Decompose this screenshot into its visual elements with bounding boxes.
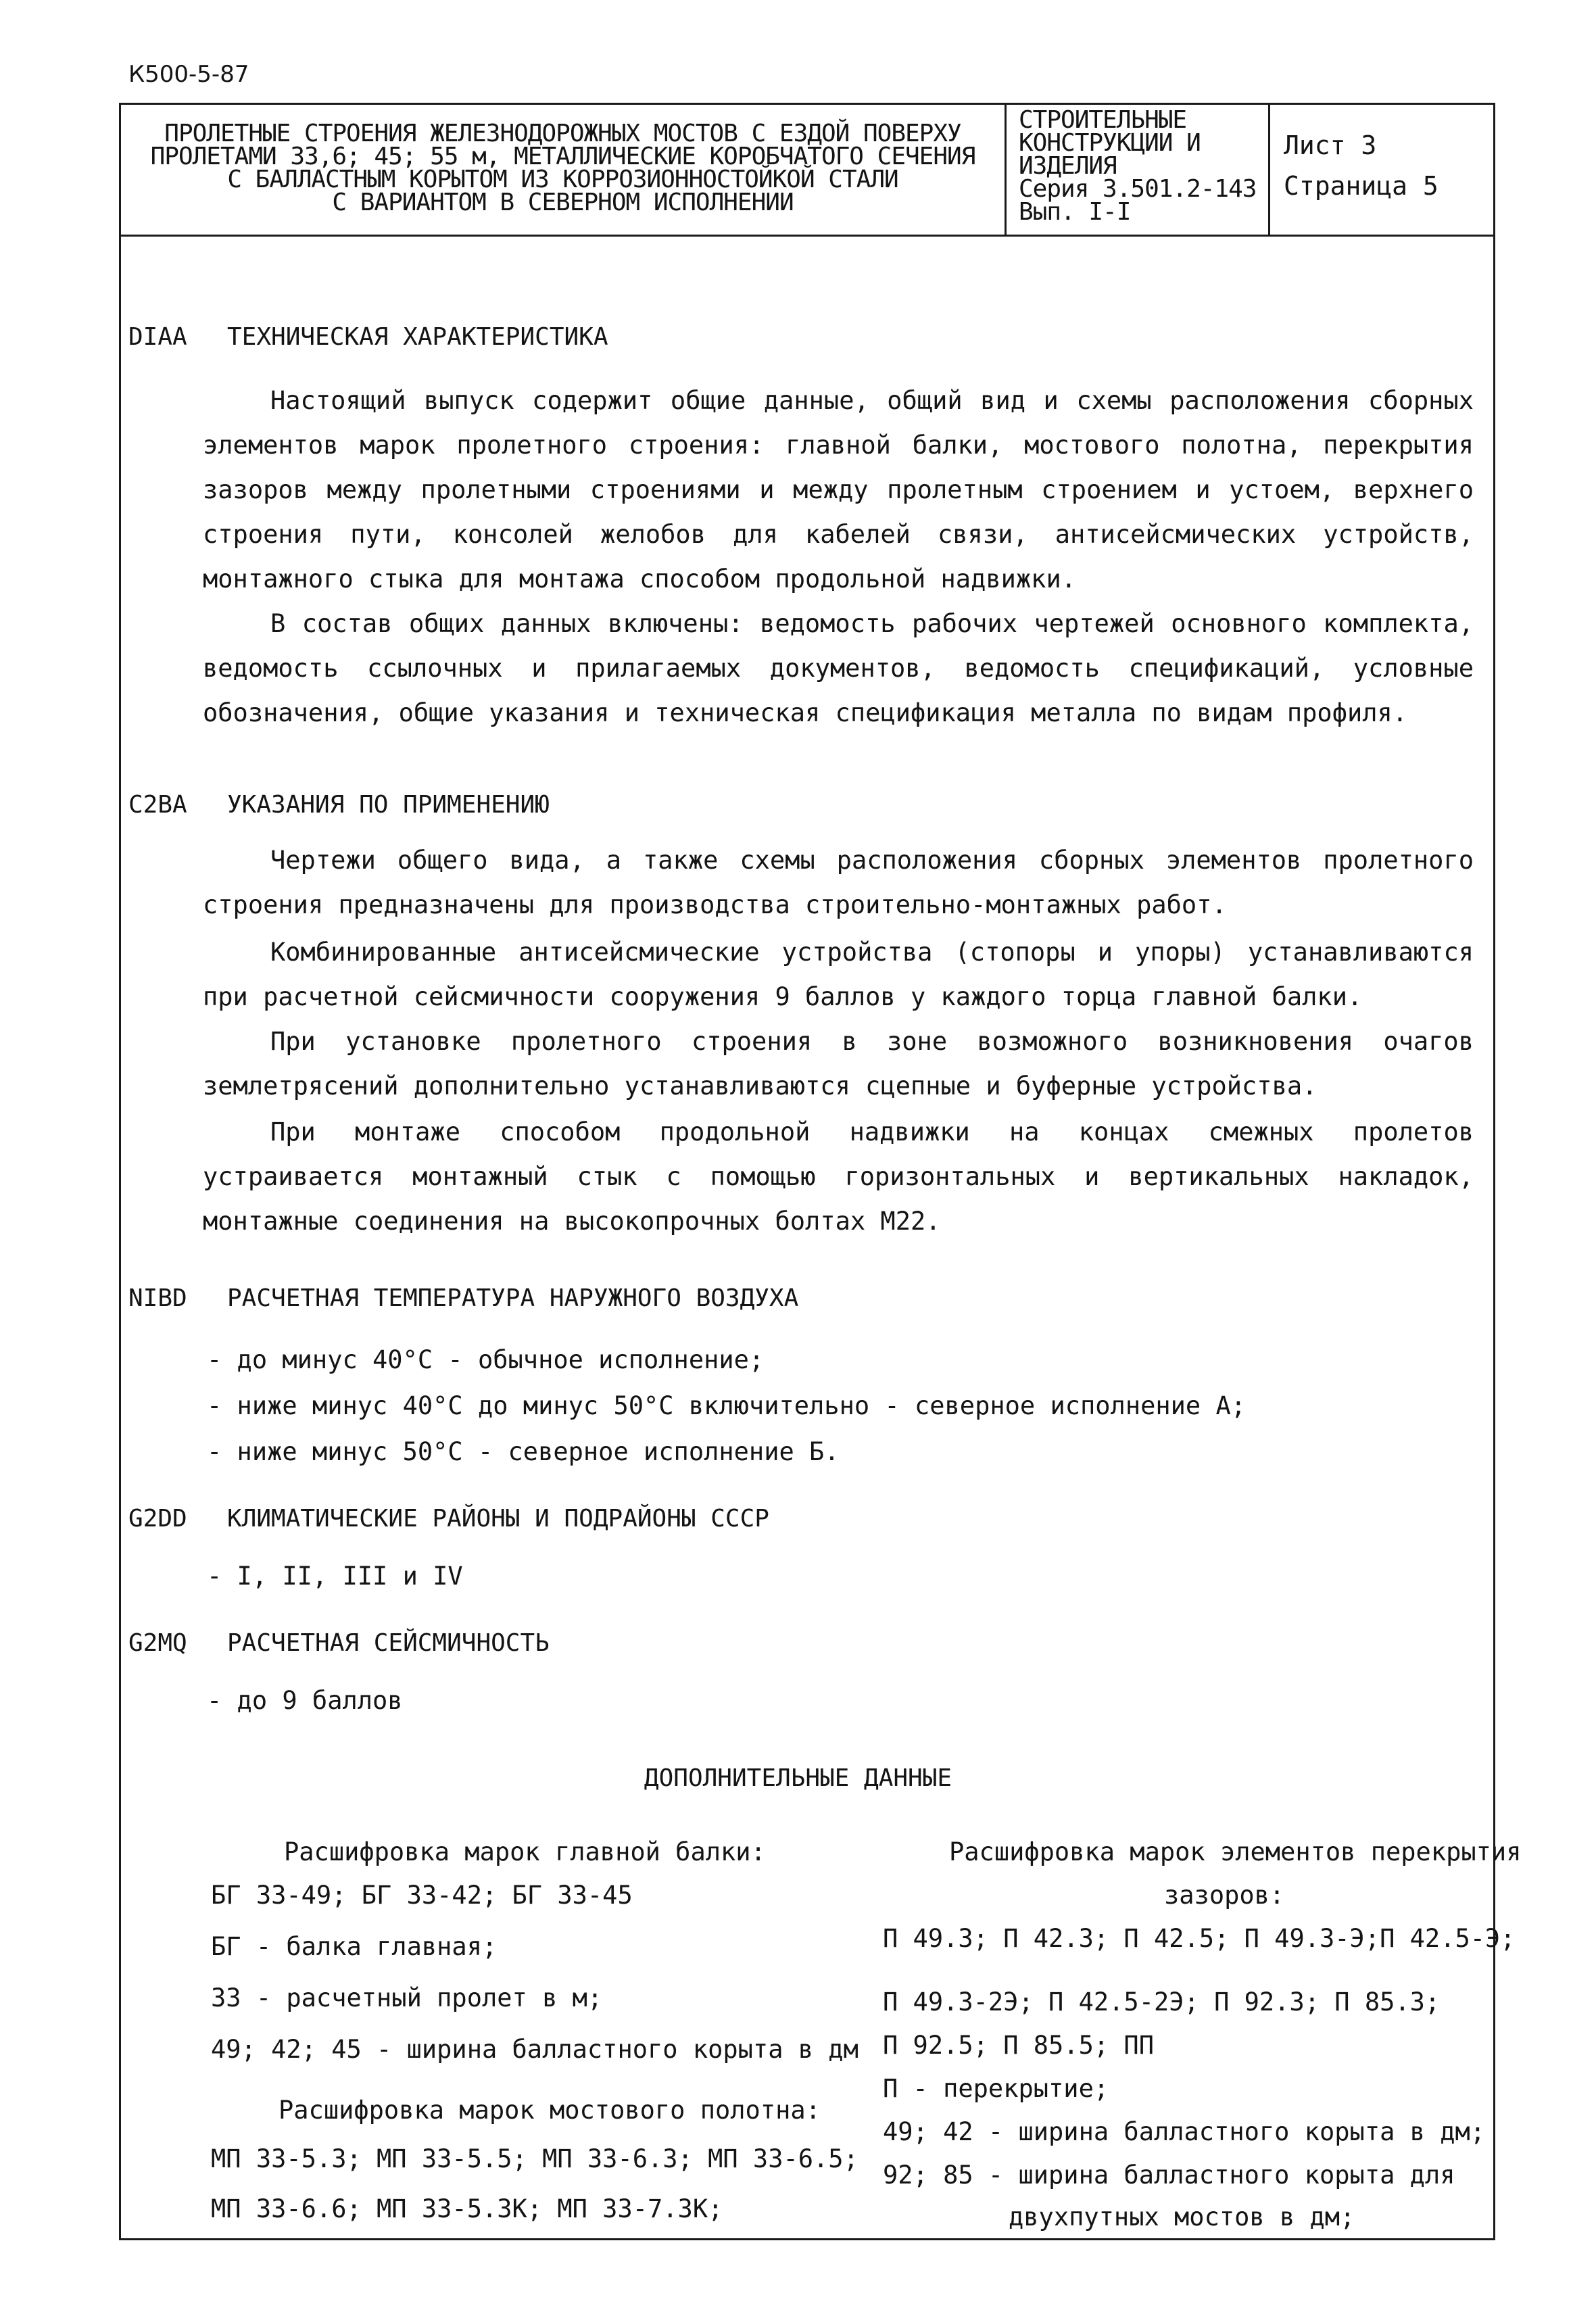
paragraph: [203, 1019, 1474, 1109]
paragraph: [203, 602, 1474, 735]
paragraph-text: При установке пролетного строения в зоне возможного возникновения очагов землетрясений дополнительно устанавливаются сцепные и буферные устройства.: [203, 1027, 1474, 1101]
series-line: СТРОИТЕЛЬНЫЕ: [1019, 106, 1187, 134]
title-line: С ВАРИАНТОМ В СЕВЕРНОМ ИСПОЛНЕНИИ: [332, 189, 794, 216]
paragraph: [203, 379, 1474, 602]
paragraph-text: Комбинированные антисейсмические устройства (стопоры и упоры) устанавливаются при расчетной сейсмичности сооружения 9 баллов у каждого торца главной балки.: [203, 938, 1474, 1011]
series-line: КОНСТРУКЦИИ И: [1019, 129, 1201, 157]
title-line: ПРОЛЕТНЫЕ СТРОЕНИЯ ЖЕЛЕЗНОДОРОЖНЫХ МОСТОВ С ЕЗДОЙ ПОВЕРХУ: [164, 120, 961, 147]
section-title: РАСЧЕТНАЯ ТЕМПЕРАТУРА НАРУЖНОГО ВОЗДУХА: [227, 1284, 799, 1312]
section-code: G2MQ: [128, 1629, 187, 1657]
title-line: С БАЛЛАСТНЫМ КОРЫТОМ ИЗ КОРРОЗИОННОСТОЙКОЙ СТАЛИ: [227, 166, 898, 193]
series-cell: [1007, 105, 1270, 235]
paragraph-text: Чертежи общего вида, а также схемы расположения сборных элементов пролетного строения предназначены для производства строительно-монтажных работ.: [203, 846, 1474, 919]
additional-data-title: ДОПОЛНИТЕЛЬНЫЕ ДАННЫЕ: [644, 1764, 952, 1792]
section-heading-temperature: [128, 1284, 798, 1312]
right-col-line: П 92.5; П 85.5; ПП: [883, 2031, 1154, 2060]
paragraph-text: При монтаже способом продольной надвижки на концах смежных пролетов устраивается монтажный стык с помощью горизонтальных и вертикальных накладок, монтажные соединения на высокопрочных болтах М22.: [203, 1117, 1474, 1236]
section-heading-seismic: [128, 1629, 550, 1657]
paragraph-text: Настоящий выпуск содержит общие данные, общий вид и схемы расположения сборных элементов марок пролетного строения: главной балки, мостового полотна, перекрытия зазоров между пролетными строениями и между пролетным строением и устоем, верхнего строения пути, консолей желобов для кабелей связи, антисейсмических устройств, монтажного стыка для монтажа способом продольной надвижки.: [203, 386, 1474, 594]
section-title: РАСЧЕТНАЯ СЕЙСМИЧНОСТЬ: [227, 1629, 550, 1657]
left-col-line: МП 33-5.3; МП 33-5.5; МП 33-6.3; МП 33-6.5;: [211, 2144, 859, 2173]
list-item: - ниже минус 50°С - северное исполнение Б.: [207, 1437, 840, 1466]
sheet-number: Лист 3: [1284, 130, 1377, 160]
left-col-line: 49; 42; 45 - ширина балластного корыта в дм: [211, 2035, 859, 2064]
list-item: - ниже минус 40°С до минус 50°С включительно - северное исполнение А;: [207, 1391, 1247, 1420]
left-col-line: 33 - расчетный пролет в м;: [211, 1983, 603, 2012]
paragraph: [203, 838, 1474, 927]
section-code: G2DD: [128, 1505, 187, 1533]
paragraph: [203, 1110, 1474, 1244]
left-col-line: Расшифровка марок мостового полотна:: [279, 2096, 821, 2125]
title-line: ПРОЛЕТАМИ 33,6; 45; 55 м, МЕТАЛЛИЧЕСКИЕ КОРОБЧАТОГО СЕЧЕНИЯ: [150, 143, 975, 170]
right-col-line: Расшифровка марок элементов перекрытия: [949, 1837, 1522, 1866]
sheet-cell: [1270, 105, 1493, 235]
right-col-line: двухпутных мостов в дм;: [1009, 2202, 1355, 2231]
section-title: УКАЗАНИЯ ПО ПРИМЕНЕНИЮ: [227, 791, 550, 819]
left-col-line: БГ - балка главная;: [211, 1932, 498, 1961]
section-title: КЛИМАТИЧЕСКИЕ РАЙОНЫ И ПОДРАЙОНЫ СССР: [227, 1505, 769, 1533]
right-col-line: 49; 42 - ширина балластного корыта в дм;: [883, 2117, 1486, 2146]
list-item: - до 9 баллов: [207, 1686, 403, 1715]
section-heading-tech: [128, 323, 608, 351]
series-line: ИЗДЕЛИЯ: [1019, 152, 1117, 180]
right-col-line: П - перекрытие;: [883, 2074, 1109, 2103]
section-heading-usage: [128, 791, 550, 819]
title-block: [119, 103, 1495, 237]
right-col-line: зазоров:: [1164, 1881, 1285, 1910]
list-item: - I, II, III и IV: [207, 1562, 463, 1591]
left-col-line: МП 33-6.6; МП 33-5.3К; МП 33-7.3К;: [211, 2194, 723, 2223]
paragraph-text: В состав общих данных включены: ведомость рабочих чертежей основного комплекта, ведомость ссылочных и прилагаемых документов, ведомость спецификаций, условные обозначения, общие указания и техническая спецификация металла по видам профиля.: [203, 609, 1474, 727]
paragraph: [203, 930, 1474, 1019]
section-code: DIAA: [128, 323, 187, 351]
section-code: C2BA: [128, 791, 187, 819]
left-col-line: БГ 33-49; БГ 33-42; БГ 33-45: [211, 1881, 633, 1910]
series-line: Серия 3.501.2-143: [1019, 175, 1257, 203]
series-line: Вып. I-I: [1019, 198, 1131, 226]
right-col-line: 92; 85 - ширина балластного корыта для: [883, 2161, 1455, 2190]
document-code: К500-5-87: [128, 61, 249, 88]
title-cell: [121, 105, 1007, 235]
page-number: Страница 5: [1284, 171, 1438, 201]
section-code: NIBD: [128, 1284, 187, 1312]
right-col-line: П 49.3; П 42.3; П 42.5; П 49.3-Э;П 42.5-Э;: [883, 1924, 1516, 1953]
section-title: ТЕХНИЧЕСКАЯ ХАРАКТЕРИСТИКА: [227, 323, 608, 351]
section-heading-climate: [128, 1505, 769, 1533]
list-item: - до минус 40°С - обычное исполнение;: [207, 1345, 765, 1374]
left-col-line: Расшифровка марок главной балки:: [284, 1837, 766, 1866]
right-col-line: П 49.3-2Э; П 42.5-2Э; П 92.3; П 85.3;: [883, 1987, 1441, 2017]
